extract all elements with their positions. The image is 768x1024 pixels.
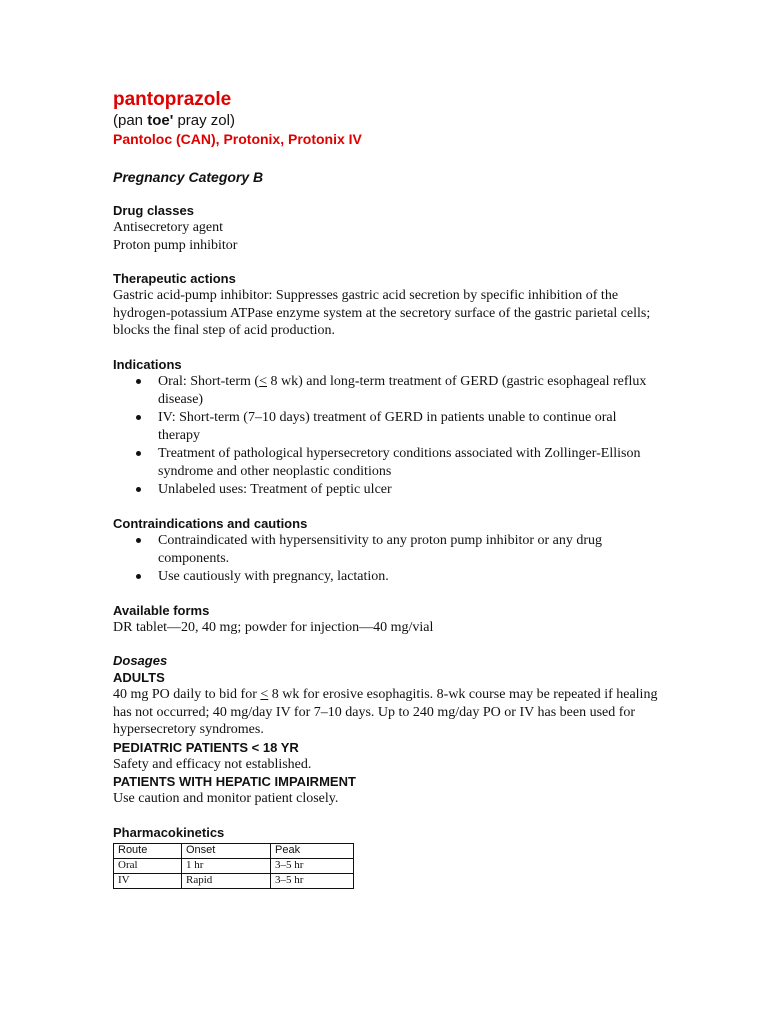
table-header-cell: Route — [114, 843, 182, 858]
hepatic-heading: PATIENTS WITH HEPATIC IMPAIRMENT — [113, 774, 356, 789]
section-title: Therapeutic actions — [113, 271, 236, 286]
brand-names: Pantoloc (CAN), Protonix, Protonix IV — [113, 131, 362, 147]
drug-monograph — [113, 88, 658, 889]
pronunciation — [113, 112, 658, 130]
pediatric-heading: PEDIATRIC PATIENTS < 18 YR — [113, 739, 299, 755]
dosage-text: 8 wk for erosive esophagitis. 8-wk course may be repeated if healing has not occurred; 40 mg/day IV for 7–10 days. Up to 240 mg/day PO or IV has been used for hypersecretory syndromes. — [113, 687, 658, 737]
contraindications-section — [113, 515, 658, 586]
section-title: Contraindications and cautions — [113, 515, 308, 531]
hepatic-text: Use caution and monitor patient closely. — [113, 791, 339, 806]
table-cell: IV — [114, 873, 182, 888]
list-item: Use cautiously with pregnancy, lactation. — [113, 568, 658, 586]
list-item: Contraindicated with hypersensitivity to any proton pump inhibitor or any drug components. — [113, 532, 658, 568]
dosage-text: 40 mg PO daily to bid for — [113, 687, 261, 702]
section-title: Drug classes — [113, 203, 194, 218]
section-title: Available forms — [113, 602, 210, 618]
table-row — [114, 858, 354, 873]
list-item — [113, 373, 658, 409]
pronunciation-stress: toe' — [147, 112, 174, 129]
table-cell: 1 hr — [182, 858, 271, 873]
less-or-equal-mark: < — [260, 687, 269, 702]
contraindications-list — [113, 532, 658, 586]
pronunciation-pre: (pan — [113, 112, 148, 129]
therapeutic-actions-section — [113, 270, 658, 340]
pregnancy-category: Pregnancy Category B — [113, 169, 264, 185]
indications-section — [113, 356, 658, 499]
pediatric-text: Safety and efficacy not established. — [113, 756, 312, 772]
dosages-section — [113, 652, 658, 808]
table-cell: Oral — [114, 858, 182, 873]
drug-class-item: Proton pump inhibitor — [113, 237, 238, 253]
drug-name: pantoprazole — [113, 89, 232, 110]
table-cell: 3–5 hr — [271, 873, 354, 888]
table-cell: 3–5 hr — [271, 858, 354, 873]
list-item: Treatment of pathological hypersecretory conditions associated with Zollinger-Ellison syndrome and other neoplastic conditions — [113, 445, 658, 481]
pharmacokinetics-table — [113, 843, 354, 889]
list-item: IV: Short-term (7–10 days) treatment of GERD in patients unable to continue oral therapy — [113, 409, 658, 445]
therapeutic-actions-text: Gastric acid-pump inhibitor: Suppresses gastric acid secretion by specific inhibition of the hydrogen-potassium ATPase enzyme system at the secretory surface of the gastric parietal cells; blocks the final step of acid production. — [113, 288, 651, 338]
adults-dosage-text — [113, 686, 658, 739]
section-title: Pharmacokinetics — [113, 824, 225, 840]
table-cell: Rapid — [182, 873, 271, 888]
adults-heading: ADULTS — [113, 670, 165, 685]
available-forms-text: DR tablet—20, 40 mg; powder for injection—40 mg/vial — [113, 619, 434, 635]
table-row — [114, 873, 354, 888]
section-title: Indications — [113, 356, 182, 372]
pronunciation-post: pray zol) — [173, 112, 235, 129]
list-item: Unlabeled uses: Treatment of peptic ulcer — [113, 481, 658, 499]
drug-class-item: Antisecretory agent — [113, 220, 224, 235]
table-header-cell: Onset — [182, 843, 271, 858]
section-title: Dosages — [113, 653, 168, 668]
pharmacokinetics-section — [113, 824, 658, 889]
indications-list — [113, 373, 658, 499]
item-text: Oral: Short-term ( — [158, 373, 260, 389]
table-header-cell: Peak — [271, 843, 354, 858]
available-forms-section — [113, 602, 658, 637]
table-header-row — [114, 843, 354, 858]
drug-classes-section — [113, 202, 658, 254]
less-or-equal-mark: < — [259, 373, 267, 389]
item-text: 8 wk) and long-term treatment of GERD (gastric esophageal reflux disease) — [158, 373, 647, 407]
